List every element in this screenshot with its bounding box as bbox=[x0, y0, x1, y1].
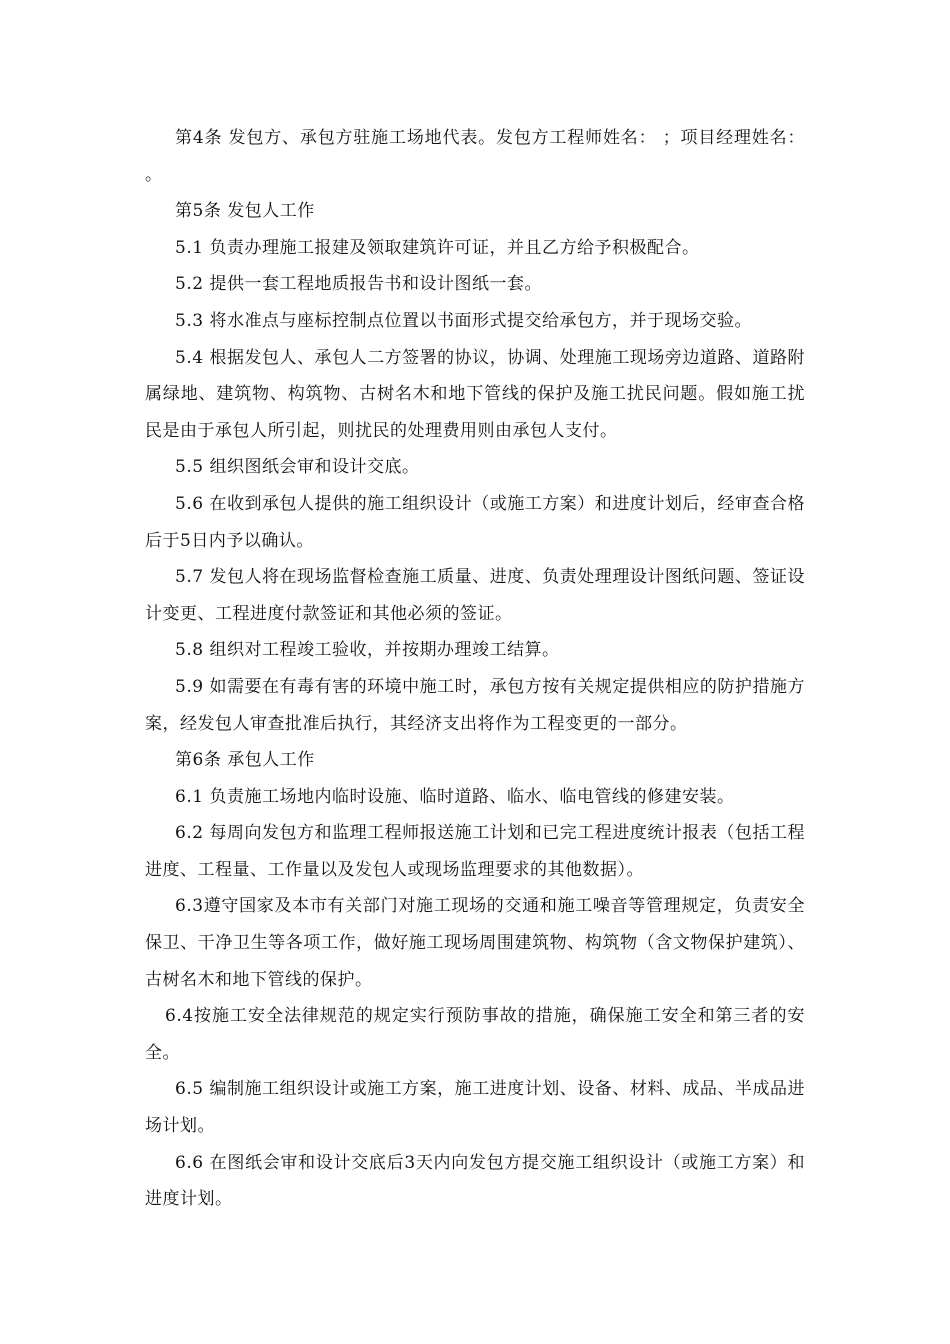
clause-5-7: 5.7 发包人将在现场监督检查施工质量、进度、负责处理理设计图纸问题、签证设计变更、工程进度付款签证和其他必须的签证。 bbox=[145, 567, 805, 624]
clause-6-3: 6.3遵守国家及本市有关部门对施工现场的交通和施工噪音等管理规定，负责安全保卫、干净卫生等各项工作，做好施工现场周围建筑物、构筑物（含文物保护建筑）、古树名木和地下管线的保护。 bbox=[145, 896, 805, 990]
clause-5-8: 5.8 组织对工程竣工验收，并按期办理竣工结算。 bbox=[175, 640, 560, 661]
clause-5-2: 5.2 提供一套工程地质报告书和设计图纸一套。 bbox=[175, 274, 542, 295]
clause-6-heading: 第6条 承包人工作 bbox=[175, 750, 315, 771]
clause-6-2: 6.2 每周向发包方和监理工程师报送施工计划和已完工程进度统计报表（包括工程进度、工程量、工作量以及发包人或现场监理要求的其他数据）。 bbox=[145, 823, 805, 880]
clause-5-5: 5.5 组织图纸会审和设计交底。 bbox=[175, 457, 420, 478]
clause-4-representatives: 第4条 发包方、承包方驻施工场地代表。发包方工程师姓名： ；项目经理姓名： 。 bbox=[145, 128, 805, 185]
clause-5-1: 5.1 负责办理施工报建及领取建筑许可证，并且乙方给予积极配合。 bbox=[175, 237, 700, 258]
clause-6-6: 6.6 在图纸会审和设计交底后3天内向发包方提交施工组织设计（或施工方案）和进度计划。 bbox=[145, 1152, 805, 1210]
clause-5-9: 5.9 如需要在有毒有害的环境中施工时，承包方按有关规定提供相应的防护措施方案，经发包人审查批准后执行，其经济支出将作为工程变更的一部分。 bbox=[145, 676, 805, 734]
clause-5-4: 5.4 根据发包人、承包人二方签署的协议，协调、处理施工现场旁边道路、道路附属绿地、建筑物、构筑物、古树名木和地下管线的保护及施工扰民问题。假如施工扰民是由于承包人所引起，则扰民的处理费用则由承包人支付。 bbox=[145, 347, 805, 441]
document-body bbox=[145, 120, 805, 1218]
clause-5-heading: 第5条 发包人工作 bbox=[175, 201, 315, 222]
clause-6-1: 6.1 负责施工场地内临时设施、临时道路、临水、临电管线的修建安装。 bbox=[175, 786, 735, 807]
clause-5-3: 5.3 将水准点与座标控制点位置以书面形式提交给承包方，并于现场交验。 bbox=[175, 310, 752, 331]
clause-6-5: 6.5 编制施工组织设计或施工方案，施工进度计划、设备、材料、成品、半成品进场计划。 bbox=[145, 1079, 805, 1137]
clause-5-6: 5.6 在收到承包人提供的施工组织设计（或施工方案）和进度计划后，经审查合格后于5日内予以确认。 bbox=[145, 493, 805, 551]
clause-6-4: 6.4按施工安全法律规范的规定实行预防事故的措施，确保施工安全和第三者的安全。 bbox=[145, 1006, 805, 1063]
